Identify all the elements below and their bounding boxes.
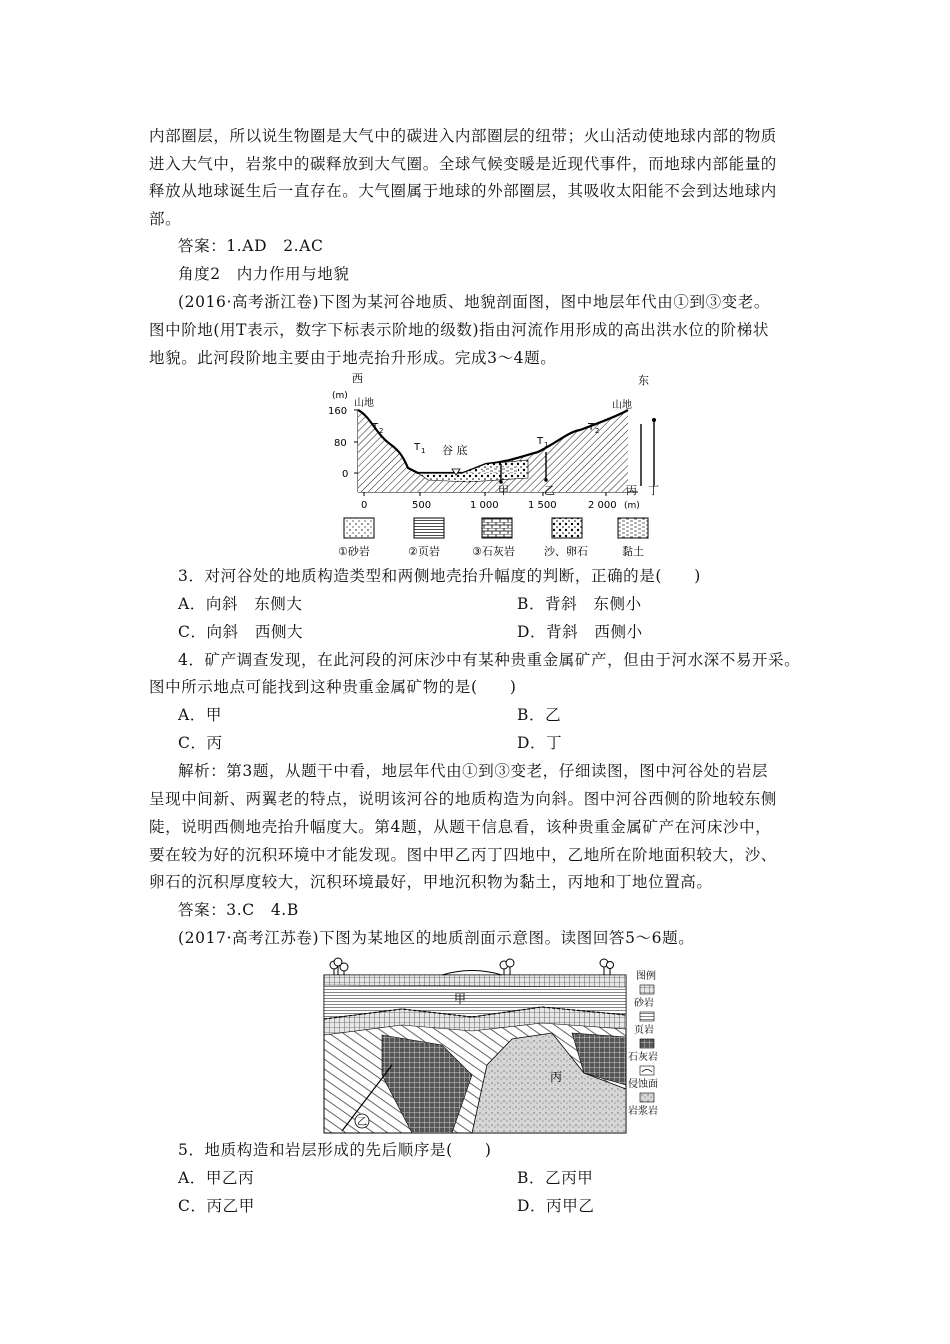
q4-stem-line: 4．矿产调查发现，在此河段的河床沙中有某种贵重金属矿产，但由于河水深不易开采。 bbox=[178, 651, 801, 669]
terrace-subscript: 1 bbox=[544, 441, 549, 449]
y-unit: (m) bbox=[332, 391, 348, 401]
terrace-subscript: 1 bbox=[421, 447, 426, 455]
intro-line: 部。 bbox=[149, 210, 182, 228]
legend-sandstone: 砂岩 bbox=[634, 998, 654, 1009]
label-yi: 乙 bbox=[357, 1117, 367, 1128]
terrace-t2-west: T bbox=[372, 422, 379, 433]
legend-gravel: 沙、卵石 bbox=[544, 545, 588, 558]
terrace-t2-east: T bbox=[588, 422, 595, 433]
analysis-line: 要在较为好的沉积环境中才能发现。图中甲乙丙丁四地中，乙地所在阶地面积较大，沙、 bbox=[149, 846, 777, 864]
legend-sandstone: ①砂岩 bbox=[338, 545, 370, 558]
legend-limestone: ③石灰岩 bbox=[472, 545, 515, 558]
point-ding: 丁 bbox=[648, 484, 659, 497]
terrace-subscript: 2 bbox=[595, 427, 600, 435]
y-tick: 80 bbox=[334, 438, 347, 449]
analysis-line: 解析：第3题，从题干中看，地层年代由①到③变老，仔细读图，图中河谷处的岩层 bbox=[178, 762, 769, 780]
q3-option-a: A．向斜 东侧大 bbox=[178, 595, 303, 613]
point-yi: 乙 bbox=[544, 484, 555, 497]
y-tick: 0 bbox=[342, 469, 349, 480]
terrace-subscript: 2 bbox=[379, 427, 384, 435]
q5-option-c: C．丙乙甲 bbox=[178, 1197, 255, 1215]
legend-clay: 黏土 bbox=[622, 545, 644, 558]
intro-line: 进入大气中，岩浆中的碳释放到大气圈。全球气候变暖是近现代事件，而地球内部能量的 bbox=[149, 155, 777, 173]
mountain-west-label: 山地 bbox=[354, 398, 374, 409]
x-tick: 1 500 bbox=[528, 500, 557, 511]
q5-option-b: B．乙丙甲 bbox=[517, 1169, 594, 1187]
x-tick: 1 000 bbox=[470, 500, 499, 511]
x-tick: 500 bbox=[412, 500, 432, 511]
q4-option-c: C．丙 bbox=[178, 734, 223, 752]
q34-stem-line: (2016·高考浙江卷)下图为某河谷地质、地貌剖面图，图中地层年代由①到③变老。 bbox=[178, 293, 770, 311]
q34-stem-line: 图中阶地(用T表示，数字下标表示阶地的级数)指由河流作用形成的高出洪水位的阶梯状 bbox=[149, 321, 769, 339]
legend-shale: 页岩 bbox=[634, 1025, 654, 1036]
x-tick: 2 000 bbox=[588, 500, 617, 511]
intro-line: 释放从地球诞生后一直存在。大气圈属于地球的外部圈层，其吸收太阳能不会到达地球内 bbox=[149, 182, 777, 200]
legend-shale: ②页岩 bbox=[408, 545, 440, 558]
point-jia: 甲 bbox=[498, 484, 509, 497]
terrace-t1-east: T bbox=[537, 436, 544, 447]
geologic-section-figure bbox=[322, 955, 664, 1135]
terrace-t1-west: T bbox=[414, 442, 421, 453]
label-bing: 丙 bbox=[550, 1070, 563, 1084]
section-heading: 角度2 内力作用与地貌 bbox=[178, 265, 350, 283]
point-bing: 丙 bbox=[626, 484, 637, 497]
valley-label: 谷 底 bbox=[442, 444, 468, 457]
mountain-east-label: 山地 bbox=[612, 400, 632, 411]
q3-stem: 3．对河谷处的地质构造类型和两侧地壳抬升幅度的判断，正确的是( ) bbox=[178, 567, 701, 585]
q4-option-a: A．甲 bbox=[178, 706, 222, 724]
east-label: 东 bbox=[638, 374, 649, 387]
label-jia: 甲 bbox=[454, 992, 467, 1006]
q5-option-a: A．甲乙丙 bbox=[178, 1169, 255, 1187]
analysis-line: 卵石的沉积厚度较大，沉积环境最好，甲地沉积物为黏土，丙地和丁地位置高。 bbox=[149, 873, 713, 891]
intro-line: 内部圈层，所以说生物圈是大气中的碳进入内部圈层的纽带；火山活动使地球内部的物质 bbox=[149, 127, 777, 145]
q5-stem: 5．地质构造和岩层形成的先后顺序是( ) bbox=[178, 1141, 492, 1159]
analysis-line: 呈现中间新、两翼老的特点，说明该河谷的地质构造为向斜。图中河谷西侧的阶地较东侧 bbox=[149, 790, 777, 808]
valley-profile-figure bbox=[318, 372, 668, 560]
legend-title: 图例 bbox=[636, 971, 656, 982]
legend-limestone: 石灰岩 bbox=[628, 1052, 658, 1063]
west-label: 西 bbox=[352, 372, 363, 385]
q4-option-b: B．乙 bbox=[517, 706, 562, 724]
q3-option-d: D．背斜 西侧小 bbox=[517, 623, 643, 641]
q34-stem-line: 地貌。此河段阶地主要由于地壳抬升形成。完成3～4题。 bbox=[149, 349, 557, 367]
x-tick: 0 bbox=[361, 500, 368, 511]
q4-stem-line: 图中所示地点可能找到这种贵重金属矿物的是( ) bbox=[149, 678, 517, 696]
q56-stem: (2017·高考江苏卷)下图为某地区的地质剖面示意图。读图回答5～6题。 bbox=[178, 929, 695, 947]
q3-option-c: C．向斜 西侧大 bbox=[178, 623, 304, 641]
answer-1-2: 答案：1.AD 2.AC bbox=[178, 237, 324, 255]
answer-3-4: 答案：3.C 4.B bbox=[178, 901, 299, 919]
q4-option-d: D．丁 bbox=[517, 734, 563, 752]
legend-erosion-surface: 侵蚀面 bbox=[628, 1079, 658, 1090]
x-unit: (m) bbox=[624, 501, 640, 511]
legend-magmatic-rock: 岩浆岩 bbox=[628, 1106, 658, 1117]
analysis-line: 陡，说明西侧地壳抬升幅度大。第4题，从题干信息看，该种贵重金属矿产在河床沙中， bbox=[149, 818, 772, 836]
q5-option-d: D．丙甲乙 bbox=[517, 1197, 595, 1215]
y-tick: 160 bbox=[328, 406, 348, 417]
q3-option-b: B．背斜 东侧小 bbox=[517, 595, 642, 613]
